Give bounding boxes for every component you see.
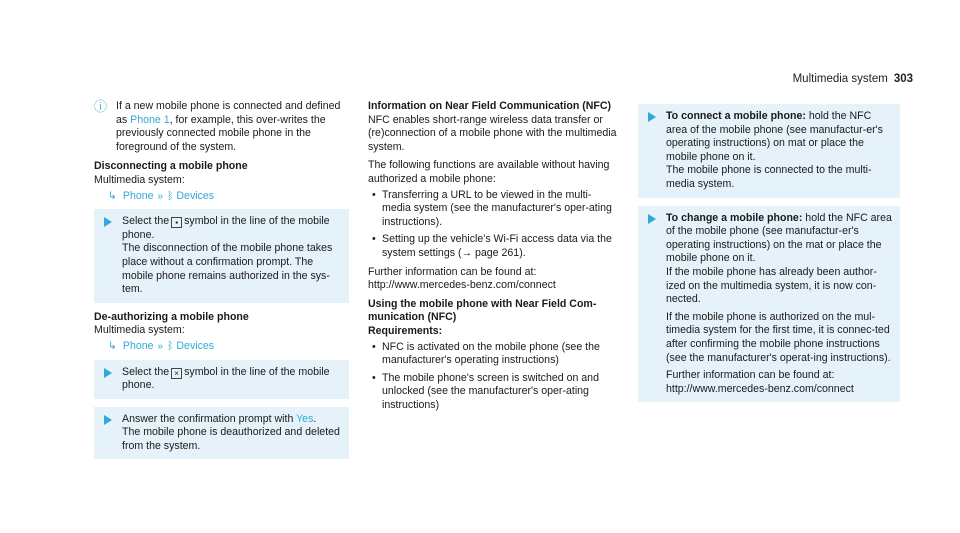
- section-title: Multimedia system: [792, 73, 888, 85]
- step-arrow-icon: [648, 112, 656, 122]
- info-note: [94, 100, 349, 154]
- function-list: [368, 189, 620, 261]
- step-text: Answer the confirmation prompt with: [122, 412, 297, 425]
- step-disconnect: [94, 209, 349, 303]
- step-deauth-select: [94, 360, 349, 399]
- deauth-heading: De-authorizing a mobile phone: [94, 310, 249, 323]
- step-deauth-confirm: [94, 407, 349, 460]
- step-text: Select the: [122, 215, 170, 228]
- double-chevron-icon: »: [157, 340, 164, 352]
- disconnect-ms-label: Multimedia system:: [94, 173, 185, 186]
- page-header: [793, 73, 913, 87]
- column-1: [94, 100, 349, 467]
- step-arrow-icon: [104, 415, 112, 425]
- page-number: 303: [893, 73, 913, 85]
- connect-label: To connect a mobile phone:: [666, 110, 806, 122]
- step-text-end: .: [313, 412, 317, 425]
- path-arrow-icon: ↳: [108, 339, 117, 352]
- step-arrow-icon: [104, 368, 112, 378]
- list-item: • NFC is activated on the mobile phone (see the manufacturer's operating instructions): [382, 341, 620, 368]
- disconnect-symbol-icon: ▪: [171, 217, 182, 228]
- double-chevron-icon: »: [157, 190, 164, 202]
- menu-path-2: [108, 340, 349, 354]
- step-text-end: symbol in the line of the mobile phone.: [122, 365, 330, 392]
- change-label: To change a mobile phone:: [666, 211, 803, 224]
- deauth-ms-label: Multimedia system:: [94, 324, 185, 337]
- requirements-heading: Requirements:: [368, 324, 443, 337]
- column-3: [638, 100, 900, 410]
- list-item: • Setting up the vehicle's Wi-Fi access data via the system settings (→ page 261).: [382, 233, 620, 260]
- step-change: [638, 206, 900, 403]
- path-devices: Devices: [176, 339, 215, 352]
- info-icon: ⓘ: [94, 99, 108, 114]
- step-connect: [638, 104, 900, 198]
- yes-label: Yes: [296, 412, 314, 425]
- step-result: The disconnection of the mobile phone takes place without a confirmation prompt. The mobile phone remains authorized in the sys-tem.: [122, 242, 333, 296]
- column-2: [368, 100, 620, 417]
- step-result: The mobile phone is connected to the multi-media system.: [666, 164, 872, 190]
- list-item: • The mobile phone's screen is switched on and unlocked (see the manufacturer's oper-ating instructions): [382, 372, 620, 413]
- menu-path-1: [108, 190, 349, 204]
- further-info: Further information can be found at: http://www.mercedes-benz.com/connect: [368, 265, 556, 292]
- step-result: If the mobile phone is authorized on the mul-timedia system for the first time, it is connec-ted after confirming the mobile phone instructions (see the manufacturer's operat-ing instructions).: [666, 310, 891, 364]
- using-heading: Using the mobile phone with Near Field Com-munication (NFC): [368, 297, 597, 324]
- bluetooth-icon: ᛒ: [167, 339, 174, 352]
- requirements-list: [368, 341, 620, 413]
- path-phone: Phone: [122, 189, 154, 202]
- step-result: If the mobile phone has already been author-ized on the multimedia system, it is now con-nected.: [666, 265, 877, 306]
- delete-symbol-icon: ×: [171, 368, 182, 379]
- path-phone: Phone: [122, 339, 154, 352]
- step-text-end: symbol in the line of the mobile phone.: [122, 215, 330, 241]
- change-text: hold the NFC area of the mobile phone (see manufactur-er's operating instructions) on the mat or place the mobile phone on it.: [666, 211, 892, 265]
- note-text-end: , for example, this over-writes the previously connected mobile phone in the foreground of the system.: [116, 113, 326, 153]
- disconnect-heading: Disconnecting a mobile phone: [94, 160, 248, 173]
- list-item: • Transferring a URL to be viewed in the multi-media system (see the manufacturer's oper-ating instructions).: [382, 189, 620, 230]
- step-text: Select the: [122, 365, 170, 378]
- note-text: If a new mobile phone is connected and defined as: [116, 100, 341, 126]
- step-arrow-icon: [104, 217, 112, 227]
- step-arrow-icon: [648, 214, 656, 224]
- nfc-functions: The following functions are available without having authorized a mobile phone:: [368, 159, 610, 185]
- nfc-heading: Information on Near Field Communication (NFC): [368, 100, 612, 112]
- bluetooth-icon: ᛒ: [167, 189, 174, 202]
- step-result: The mobile phone is deauthorized and deleted from the system.: [122, 426, 340, 452]
- phone1-label: Phone 1: [130, 113, 170, 126]
- path-arrow-icon: ↳: [108, 189, 117, 202]
- nfc-intro: NFC enables short-range wireless data transfer or (re)connection of a mobile phone with the multimedia system.: [368, 113, 617, 153]
- path-devices: Devices: [176, 189, 215, 202]
- connect-text: hold the NFC area of the mobile phone (see manufactur-er's operating instructions) on mat or place the mobile phone on it.: [666, 110, 883, 163]
- step-result: Further information can be found at: http://www.mercedes-benz.com/connect: [666, 369, 854, 395]
